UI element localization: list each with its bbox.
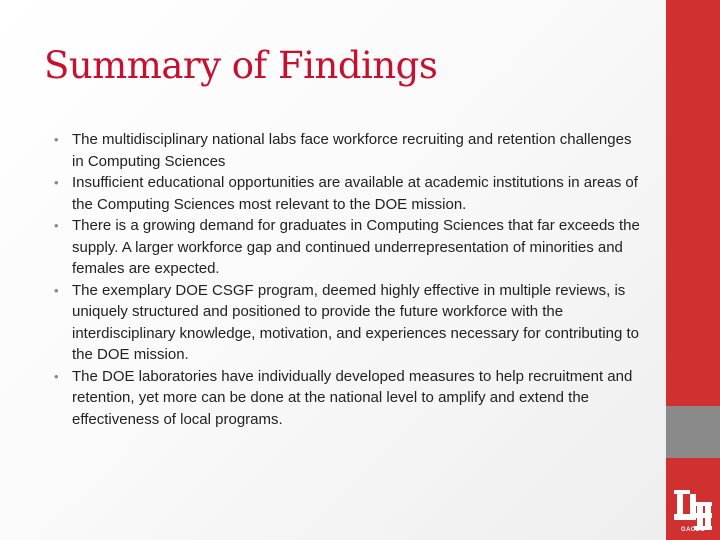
bullet-dot-icon: • (54, 218, 59, 233)
bullet-text: Insufficient educational opportunities are available at academic institutions in areas of the Computing Sciences most relevant to the DOE mission. (72, 174, 638, 213)
bullet-text: The multidisciplinary national labs face workforce recruiting and retention challenges in Computing Sciences (72, 131, 632, 170)
bullet-item (52, 366, 647, 431)
bullet-dot-icon: • (54, 282, 59, 298)
bullet-item (52, 129, 647, 172)
bullet-dot-icon: • (54, 175, 59, 190)
bullet-item (52, 215, 647, 280)
uh-logo-icon (672, 488, 714, 532)
bullet-text: There is a growing demand for graduates in Computing Sciences that far exceeds the supply. A larger workforce gap and continued underrepresentation of minorities and females are expected. (72, 217, 640, 277)
sidebar-gray-band (666, 406, 720, 458)
bullet-dot-icon: • (54, 368, 59, 384)
logo-caption: GACDS (680, 527, 706, 533)
bullet-text: The DOE laboratories have individually developed measures to help recruitment and retention, yet more can be done at the national level to amplify and extend the effectiveness of local programs. (72, 367, 633, 428)
slide-title: Summary of Findings (44, 44, 438, 87)
sidebar-red-band (666, 0, 720, 406)
bullet-text: The exemplary DOE CSGF program, deemed highly effective in multiple reviews, is uniquely structured and positioned to provide the future workforce with the interdisciplinary knowledge, motivation, and experiences necessary for contributing to the DOE mission. (72, 281, 639, 363)
bullet-list (52, 129, 647, 430)
bullet-dot-icon: • (54, 132, 59, 147)
bullet-item (52, 280, 647, 366)
brand-sidebar (666, 0, 720, 540)
bullet-item (52, 172, 647, 215)
